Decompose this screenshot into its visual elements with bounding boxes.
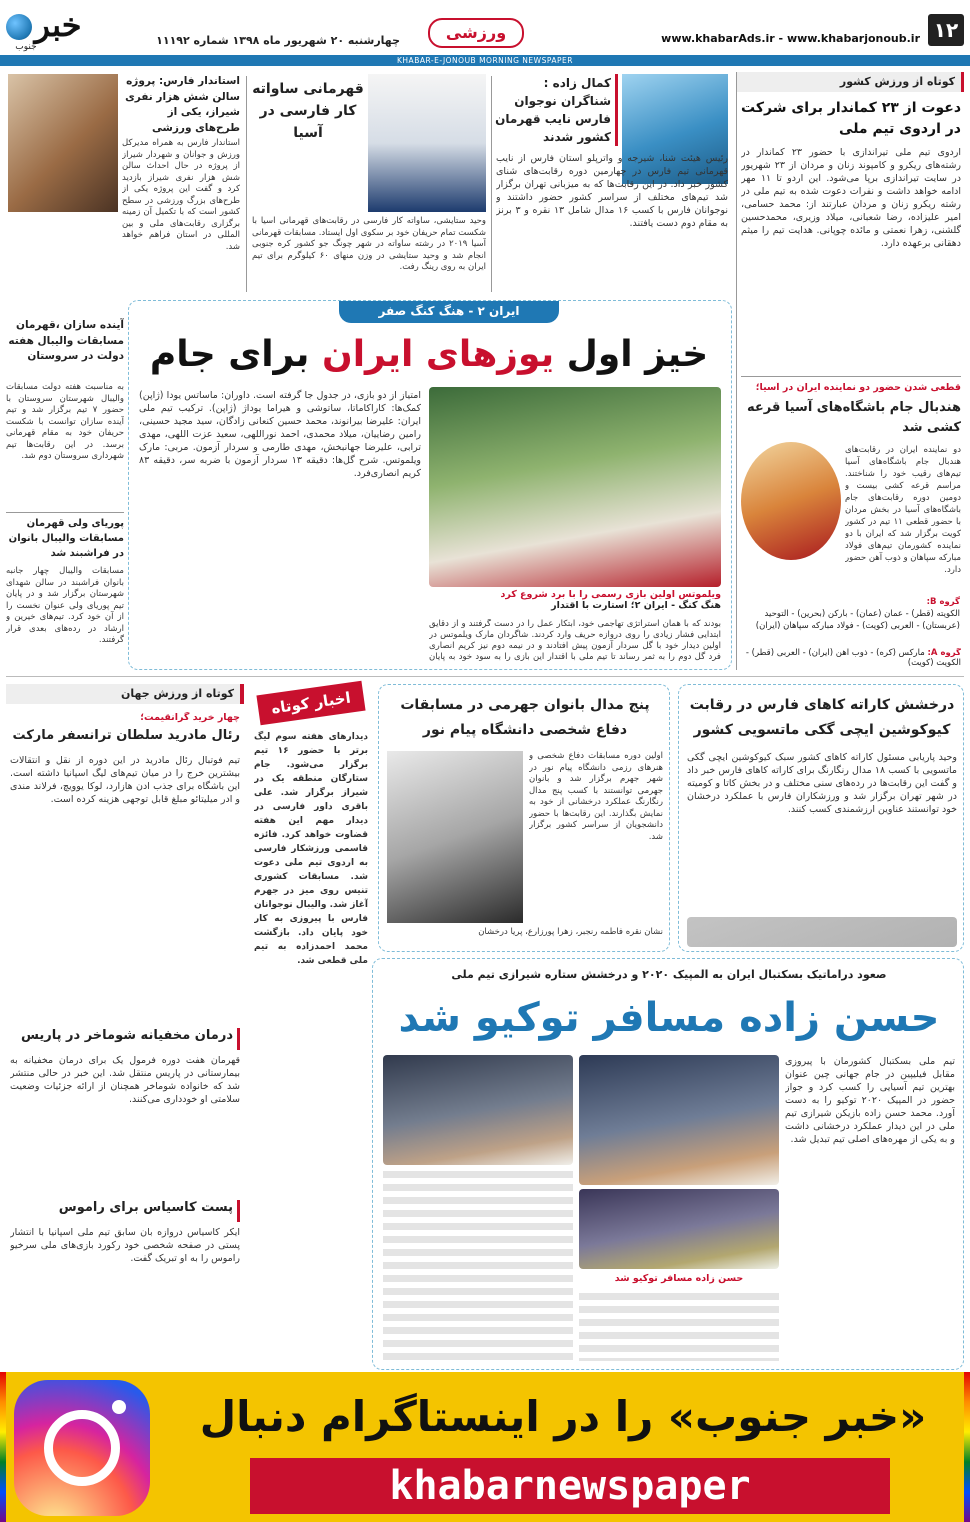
real-madrid-text: تیم فوتبال رئال مادرید در این دوره از نقل و انتقالات بیشترین خرج را در میان تیم‌های لیگ اسپانیا داشته است. این باشگاه برای جذب ادن هازارد، لوکا یوویچ، فرلاند مندی و ادر میلیتائو مبلغ قابل توجهی هزینه کرده است. [10, 755, 240, 805]
group-b-teams: الکویته (قطر) - عمان (عمان) - بارکن (بحرین) - التوحید (عربستان) - العربی (کویت) - فولاد مبارکه سپاهان (ایران) [755, 609, 960, 631]
volleyball-sarvestan-title: آینده سازان ،قهرمان مسابقات والیبال هفته دولت در سروستان [8, 319, 124, 362]
headline-part1: خیز اول [554, 334, 709, 375]
world-short-news [6, 684, 244, 1370]
basketball-filler-text-2 [579, 1293, 779, 1361]
self-defense-box [378, 684, 670, 952]
ad-slogan: «خبر جنوب» را در اینستاگرام دنبال [199, 1392, 927, 1441]
schumacher-text: قهرمان هفت دوره فرمول یک برای درمان مخفیانه به بیمارستانی در پاریس منتقل شد. این خبر در حالی منتشر شد که خانواده شوماخر همچنان از ارائه جزئیات وضعیت سلامتی او خودداری می‌کنند. [10, 1055, 240, 1105]
rainbow-strip-right [964, 1372, 970, 1522]
self-defense-title: پنج مدال بانوان جهرمی در مسابقات دفاع شخصی دانشگاه پیام نور [400, 697, 650, 738]
issue-date: چهارشنبه ۲۰ شهریور ماه ۱۳۹۸ شماره ۱۱۱۹۲ [156, 34, 400, 47]
basketball-filler-text [383, 1171, 573, 1361]
divider [491, 76, 492, 292]
world-heading: کوتاه از ورزش جهان [6, 684, 244, 704]
handball-title: هندبال جام باشگاه‌های آسیا قرعه کشی شد [746, 400, 961, 435]
page-number: ١٢ [928, 14, 964, 46]
basketball-photo-3 [383, 1055, 573, 1165]
casillas-text: ایکر کاسیاس دروازه بان سابق تیم ملی اسپانیا با انتشار پستی در صفحه شخصی خود رکورد بازی‌های ملی سرخیو راموس را به او تبریک گفت. [10, 1227, 240, 1264]
lead-text-right: امتیاز از دو بازی، در جدول جا گرفته است. داوران: ماساتس یودا (ژاپن) کمک‌ها: کاراکاماتا، ساتوشی و هیراما یوداژ (ژاپن). ترکیب تیم ملی ایران: علیرضا بیرانوند، محمد حسین کنعانی زادگان، سید مجید حسینی، رامین رضاییان، میلاد محمدی، احمد نوراللهی، سعید عزت اللهی، مهدی ترابی، علیرضا جهانبخش، مهدی طارمی و سردار آزمون. مربی: مارک ویلموتس. شرح گل‌ها: دقیقه ۱۳ سردار آزمون با ضربه سر، دقیقه ۸۳ کریم انصاری‌فرد. [139, 390, 421, 479]
karate-text: وحید پاریابی مسئول کاراته کاهای کشور سبک کیوکوشین ایچی گکی ماتسویی با کسب ۱۸ مدال رنگارنگ برای کاراته کاهای فارس خبر داد و گفت این رقابت‌ها در رده‌های سنی مختلف و در بخش کاتا و کومیته در شهر تهران برگزار شد و ورزشکاران فارس با عملکرد درخشان خود توانستند عناوین ارزشمندی کسب کنند. [687, 752, 957, 815]
savate-athlete-photo [368, 74, 486, 212]
basketball-caption: حسن زاده مسافر توکیو شد [614, 1273, 744, 1284]
national-heading: کوتاه از ورزش کشور [737, 72, 964, 92]
karate-box [678, 684, 964, 952]
volleyball-farashband-title: پوریای ولی قهرمان مسابقات والیبال بانوان در فراشبند شد [8, 518, 124, 559]
basketball-story [372, 958, 964, 1370]
story-swimmers [494, 72, 730, 294]
divider [741, 376, 961, 377]
short-news-column [250, 680, 372, 1370]
brand-logo [6, 6, 90, 56]
handball-text: دو نماینده ایران در رقابت‌های هندبال جام باشگاه‌های آسیا تیم‌های رقیب خود را شناختند. مراسم قرعه کشی بیست و دومین دوره رقابت‌های جام باشگاه‌های آسیا در بخش مردان با حضور قطعی ۱۱ تیم در کشور کویت برگزار شد که ایران با دو نماینده کشورمان تیم‌های فولاد مبارکه سپاهان و ذوب آهن حضور دارد. [845, 445, 961, 575]
savate-title: قهرمانی ساواته کار فارسی در آسیا [252, 81, 364, 141]
self-defense-photo [387, 751, 523, 923]
swimmers-text: رئیس هیئت شنا، شیرجه و واترپلو استان فارس از نایب قهرمانی تیم فارس در چهارمین دوره رقابت‌های شنای کشور خبر داد. در این رقابت‌ها که به میزبانی تهران برگزار شد تیم‌های مختلف از سراسر کشور حضور داشتند و نوجوانان فارس با کسب ۱۶ مدال شامل ۱۳ نقره و ۳ برنز به مقام دوم دست یافتند. [496, 153, 728, 229]
logo-text: خبر [34, 6, 82, 44]
story-stadium [6, 72, 242, 294]
caption-box [429, 589, 721, 617]
team-celebration-photo [429, 387, 721, 587]
karate-group-photo [687, 917, 957, 947]
instagram-ad[interactable] [0, 1372, 970, 1522]
volleyball-farashband-text: مسابقات والیبال چهار جانبه بانوان فراشبند در سالن شهدای شهرستان برگزار شد و در پایان تیم پوریای ولی عنوان نخست را از آن خود کرد. تیم‌های خیرین و ارشاد در رده‌های بعدی قرار گرفتند. [6, 566, 124, 645]
basketball-text-right: تیم ملی بسکتبال کشورمان با پیروزی مقابل فیلیپین در جام جهانی چین عنوان بهترین تیم آسیایی را کسب کرد و جواز حضور در المپیک ۲۰۲۰ توکیو را به دست آورد. محمد حسن زاده بازیکن شیرازی تیم ملی در این دیدار عملکرد درخشانی داشت و به یکی از مهره‌های اصلی تیم تبدیل شد. [785, 1056, 955, 1145]
savate-text: وحید ستایشی، ساواته کار فارسی در رقابت‌های قهرمانی آسیا با شکست تمام حریفان خود بر سکوی اول ایستاد. مسابقات قهرمانی آسیا ۲۰۱۹ در رشته ساواته در شهر چونگ جو کشور کره جنوبی انجام شد و وحید ستایشی در وزن منهای ۶۰ کیلوگرم برای تیم ایران به روی رینگ رفت. [252, 216, 486, 272]
group-a-teams: مارکس (کره) - ذوب آهن (ایران) - العربی (قطر) - الکویت (کویت) [745, 648, 961, 668]
section-divider [6, 676, 964, 677]
short-news-text: دیدارهای هفته سوم لیگ برتر با حضور ۱۶ تیم برگزار می‌شود. جام ستارگان منطقه یک در شیراز برگزار شد. علی باقری داور فارسی در دیدار مهم این هفته قضاوت خواهد کرد. فائزه قاسمی ورزشکار فارسی به اردوی تیم ملی دعوت شد. مسابقات کشوری تنیس روی میز در جهرم آغاز شد. والیبال نوجوانان فارس با پیروزی به کار خود پایان داد. بازگشت محمد احمدزاده به تیم ملی قطعی شد. [254, 732, 368, 966]
logo-subtext: جنوب [15, 42, 37, 52]
archery-title: دعوت از ۲۳ کماندار برای شرکت در اردوی تیم ملی [741, 100, 961, 137]
lead-story [128, 300, 732, 670]
instagram-camera-dot [112, 1400, 126, 1414]
short-news-banner: اخبار کوتاه [256, 681, 365, 725]
volleyball-sarvestan-text: به مناسبت هفته دولت مسابقات والیبال شهرستان سروستان با حضور ۷ تیم برگزار شد و تیم آینده سازان توانست با شکست حریفان خود به مقام قهرمانی برسد. در این رقابت‌ها تیم شهرداری سروستان دوم شد. [6, 382, 124, 461]
stadium-title: استاندار فارس: پروژه سالن شش هزار نفری شیراز، یکی از طرح‌های ورزشی [125, 75, 240, 134]
divider [246, 76, 247, 292]
divider [6, 512, 124, 513]
lead-headline [139, 327, 719, 383]
lead-text-left: بودند که با همان استراتژی تهاجمی خود، ابتکار عمل را در دست گرفتند و از دقایق ابتدایی فشار زیادی را روی دروازه حریف وارد کردند. شاگردان مارک ویلموتس در اولین دیدار خود با گل سردار آزمون پیش افتادند و در نیمه دوم نیز کریم انصاری فرد گل دوم را به ثمر رساند تا تیم ملی با اقتدار این بازی را به سود خود به پایان [429, 619, 721, 662]
national-short-news [736, 72, 964, 670]
stadium-text: استاندار فارس به همراه مدیرکل ورزش و جوانان و شهردار شیراز از پروژه در حال احداث سالن شش هزار نفری شیراز بازدید کرد و گفت این پروژه یکی از طرح‌های بزرگ ورزشی در سطح کشور است که با تکمیل آن زمینه برگزاری رقابت‌های ملی و بین المللی در استان فراهم خواهد شد. [122, 138, 240, 252]
real-madrid-title: رئال مادرید سلطان ترانسفر مارکت [12, 728, 240, 743]
basketball-headline: حسن زاده مسافر توکیو شد [398, 995, 940, 1041]
swimmers-title: کمال زاده : شناگران نوجوان فارس نایب قهرمان کشور شدند [494, 74, 618, 146]
page-header [0, 0, 970, 66]
header-subtitle: KHABAR-E-JONOUB MORNING NEWSPAPER [397, 56, 573, 65]
rainbow-strip-left [0, 1372, 6, 1522]
group-b-label: گروه B: [926, 597, 960, 607]
lead-kicker: ایران ۲ - هنگ کنگ صفر [339, 300, 559, 323]
caption-line1: ویلموتس اولین بازی رسمی را با برد شروع کرد [500, 589, 721, 600]
schumacher-title: درمان مخفیانه شوماخر در پاریس [10, 1028, 240, 1050]
instagram-camera-ring [44, 1410, 120, 1486]
group-b [740, 596, 960, 666]
instagram-icon [14, 1380, 150, 1516]
self-defense-caption: نشان نقره فاطمه رنجبر، زهرا پورزارع، پریا درخشان [478, 927, 663, 937]
self-defense-text: اولین دوره مسابقات دفاع شخصی و هنرهای رزمی دانشگاه پیام نور در شهر جهرم برگزار شد و بانوان جهرمی توانستند با کسب پنج مدال رنگارنگ عملکرد درخشانی از خود به نمایش بگذارند. این رقابت‌ها با حضور دانشجویان از سراسر کشور برگزار شد. [529, 751, 663, 842]
handball-photo [741, 442, 841, 560]
karate-title: درخشش کاراته کاهای فارس در رقابت کیوکوشین ایچی گکی ماتسویی کشور [689, 697, 955, 738]
basketball-photo-1 [579, 1055, 779, 1185]
stadium-visit-photo [8, 74, 118, 212]
archery-text: اردوی تیم ملی تیراندازی با حضور ۲۳ کماندار در رشته‌های ریکرو و کامپوند زنان و مردان از ۲۳ شهریور در سایت تیراندازی برپا می‌شود. این اردو تا ۱۱ مهر ادامه خواهد داشت و نفرات دعوت شده به تیم ملی در رشته ریکرو زنان و مردان عبارتند از: محمد حسامی، امیر علیزاده، رضا شعبانی، میلاد وزیری، محمدحسین گلشنی، زهرا نعمتی و مائده چوپانی. هدایت تیم را میثم دهقانی برعهده دارد. [741, 147, 961, 249]
left-news-column [6, 318, 124, 670]
casillas-title: پست کاسیاس برای راموس [10, 1200, 240, 1222]
instagram-handle[interactable]: khabarnewspaper [250, 1458, 890, 1514]
group-a-label: گروه A: [927, 648, 961, 658]
caption-line2: هنگ کنگ - ایران ۲؛ استارت با اقتدار [551, 600, 721, 611]
basketball-kicker: صعود دراماتیک بسکتبال ایران به المپیک ۲۰۲۰ و درخشش ستاره شیرازی تیم ملی [451, 968, 887, 981]
handball-kicker: قطعی شدن حضور دو نماینده ایران در آسیا؛ [755, 382, 961, 393]
headline-highlight: یوزهای ایران [321, 334, 555, 375]
real-madrid-kicker: چهار خرید گرانقیمت؛ [140, 712, 240, 723]
website-urls[interactable]: www.khabarAds.ir - www.khabarjonoub.ir [661, 32, 920, 45]
story-savate [250, 72, 488, 294]
basketball-photo-2 [579, 1189, 779, 1269]
section-badge: ورزشی [428, 18, 524, 48]
headline-part2: برای جام [149, 334, 310, 375]
